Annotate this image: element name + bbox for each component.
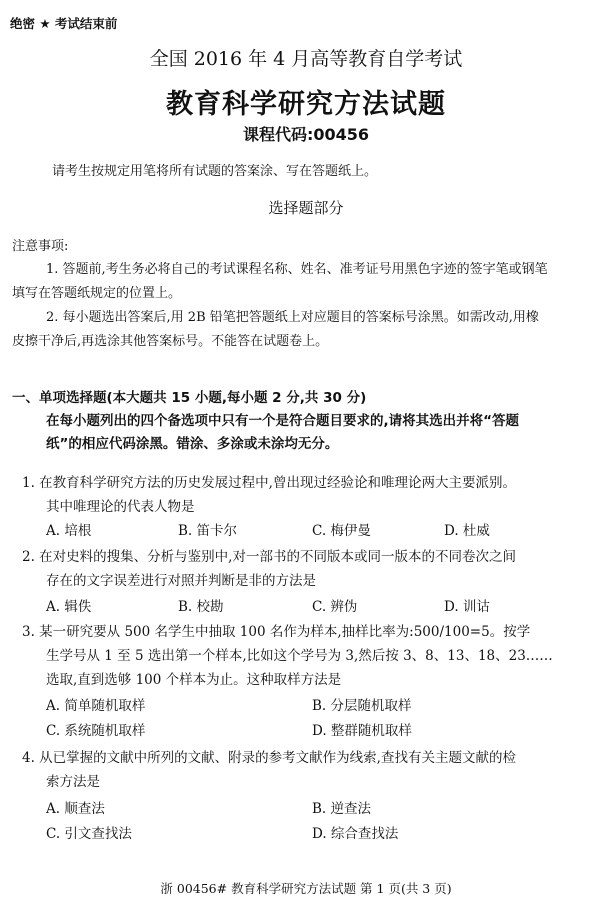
question-3-option-d: D. 整群随机取样 xyxy=(312,723,412,739)
question-4-option-c: C. 引文查找法 xyxy=(46,826,132,842)
part-description: 在每小题列出的四个备选项中只有一个是符合题目要求的,请将其选出并将“答题 xyxy=(46,413,519,429)
question-3-option-b: B. 分层随机取样 xyxy=(312,698,412,714)
question-2-option-d: D. 训诂 xyxy=(444,599,490,615)
question-3-option-a: A. 简单随机取样 xyxy=(46,698,146,714)
notice-line: 2. 每小题选出答案后,用 2B 铅笔把答题纸上对应题目的答案标号涂黑。如需改动,用橡 xyxy=(46,310,539,325)
notice-title: 注意事项: xyxy=(12,239,69,254)
question-4-option-d: D. 综合查找法 xyxy=(312,826,399,842)
question-1-option-a: A. 培根 xyxy=(46,523,92,539)
question-4-option-b: B. 逆查法 xyxy=(312,801,372,817)
notice-line: 填写在答题纸规定的位置上。 xyxy=(12,286,182,301)
paper-title: 教育科学研究方法试题 xyxy=(166,89,446,120)
question-1-stem: 其中唯理论的代表人物是 xyxy=(46,499,195,515)
notice-line: 1. 答题前,考生务必将自己的考试课程名称、姓名、准考证号用黑色字迹的签字笔或钢笔 xyxy=(46,262,548,277)
question-1-option-c: C. 梅伊曼 xyxy=(312,523,371,539)
question-1-option-b: B. 笛卡尔 xyxy=(178,523,238,539)
question-2-option-a: A. 辑佚 xyxy=(46,599,92,615)
question-1-stem: 1. 在教育科学研究方法的历史发展过程中,曾出现过经验论和唯理论两大主要派别。 xyxy=(22,475,516,491)
question-1-option-d: D. 杜威 xyxy=(444,523,490,539)
answer-instruction: 请考生按规定用笔将所有试题的答案涂、写在答题纸上。 xyxy=(52,164,378,179)
question-3-option-c: C. 系统随机取样 xyxy=(46,723,146,739)
part-heading: 一、单项选择题(本大题共 15 小题,每小题 2 分,共 30 分) xyxy=(12,390,367,406)
section-heading: 选择题部分 xyxy=(268,199,344,217)
question-4-stem: 4. 从已掌握的文献中所列的文献、附录的参考文献作为线索,查找有关主题文献的检 xyxy=(22,750,516,766)
question-2-option-c: C. 辨伪 xyxy=(312,599,358,615)
question-2-stem: 2. 在对史料的搜集、分析与鉴别中,对一部书的不同版本或同一版本的不同卷次之间 xyxy=(22,549,516,565)
question-3-stem: 选取,直到选够 100 个样本为止。这种取样方法是 xyxy=(46,672,342,688)
confidential-label: 绝密 ★ 考试结束前 xyxy=(10,16,118,31)
course-code: 课程代码:00456 xyxy=(242,125,370,144)
page-footer: 浙 00456# 教育科学研究方法试题 第 1 页(共 3 页) xyxy=(160,881,452,896)
question-2-stem: 存在的文字误差进行对照并判断是非的方法是 xyxy=(46,573,316,589)
question-3-stem: 3. 某一研究要从 500 名学生中抽取 100 名作为样本,抽样比率为:500/100=5。按学 xyxy=(22,624,531,640)
question-4-option-a: A. 顺查法 xyxy=(46,801,105,817)
question-4-stem: 索方法是 xyxy=(46,774,100,790)
question-2-option-b: B. 校勘 xyxy=(178,599,224,615)
exam-name: 全国 2016 年 4 月高等教育自学考试 xyxy=(149,48,463,70)
notice-line: 皮擦干净后,再选涂其他答案标号。不能答在试题卷上。 xyxy=(12,334,329,349)
part-description: 纸”的相应代码涂黑。错涂、多涂或未涂均无分。 xyxy=(46,436,339,452)
question-3-stem: 生学号从 1 至 5 选出第一个样本,比如这个学号为 3,然后按 3、8、13、18、23…… xyxy=(46,648,553,664)
